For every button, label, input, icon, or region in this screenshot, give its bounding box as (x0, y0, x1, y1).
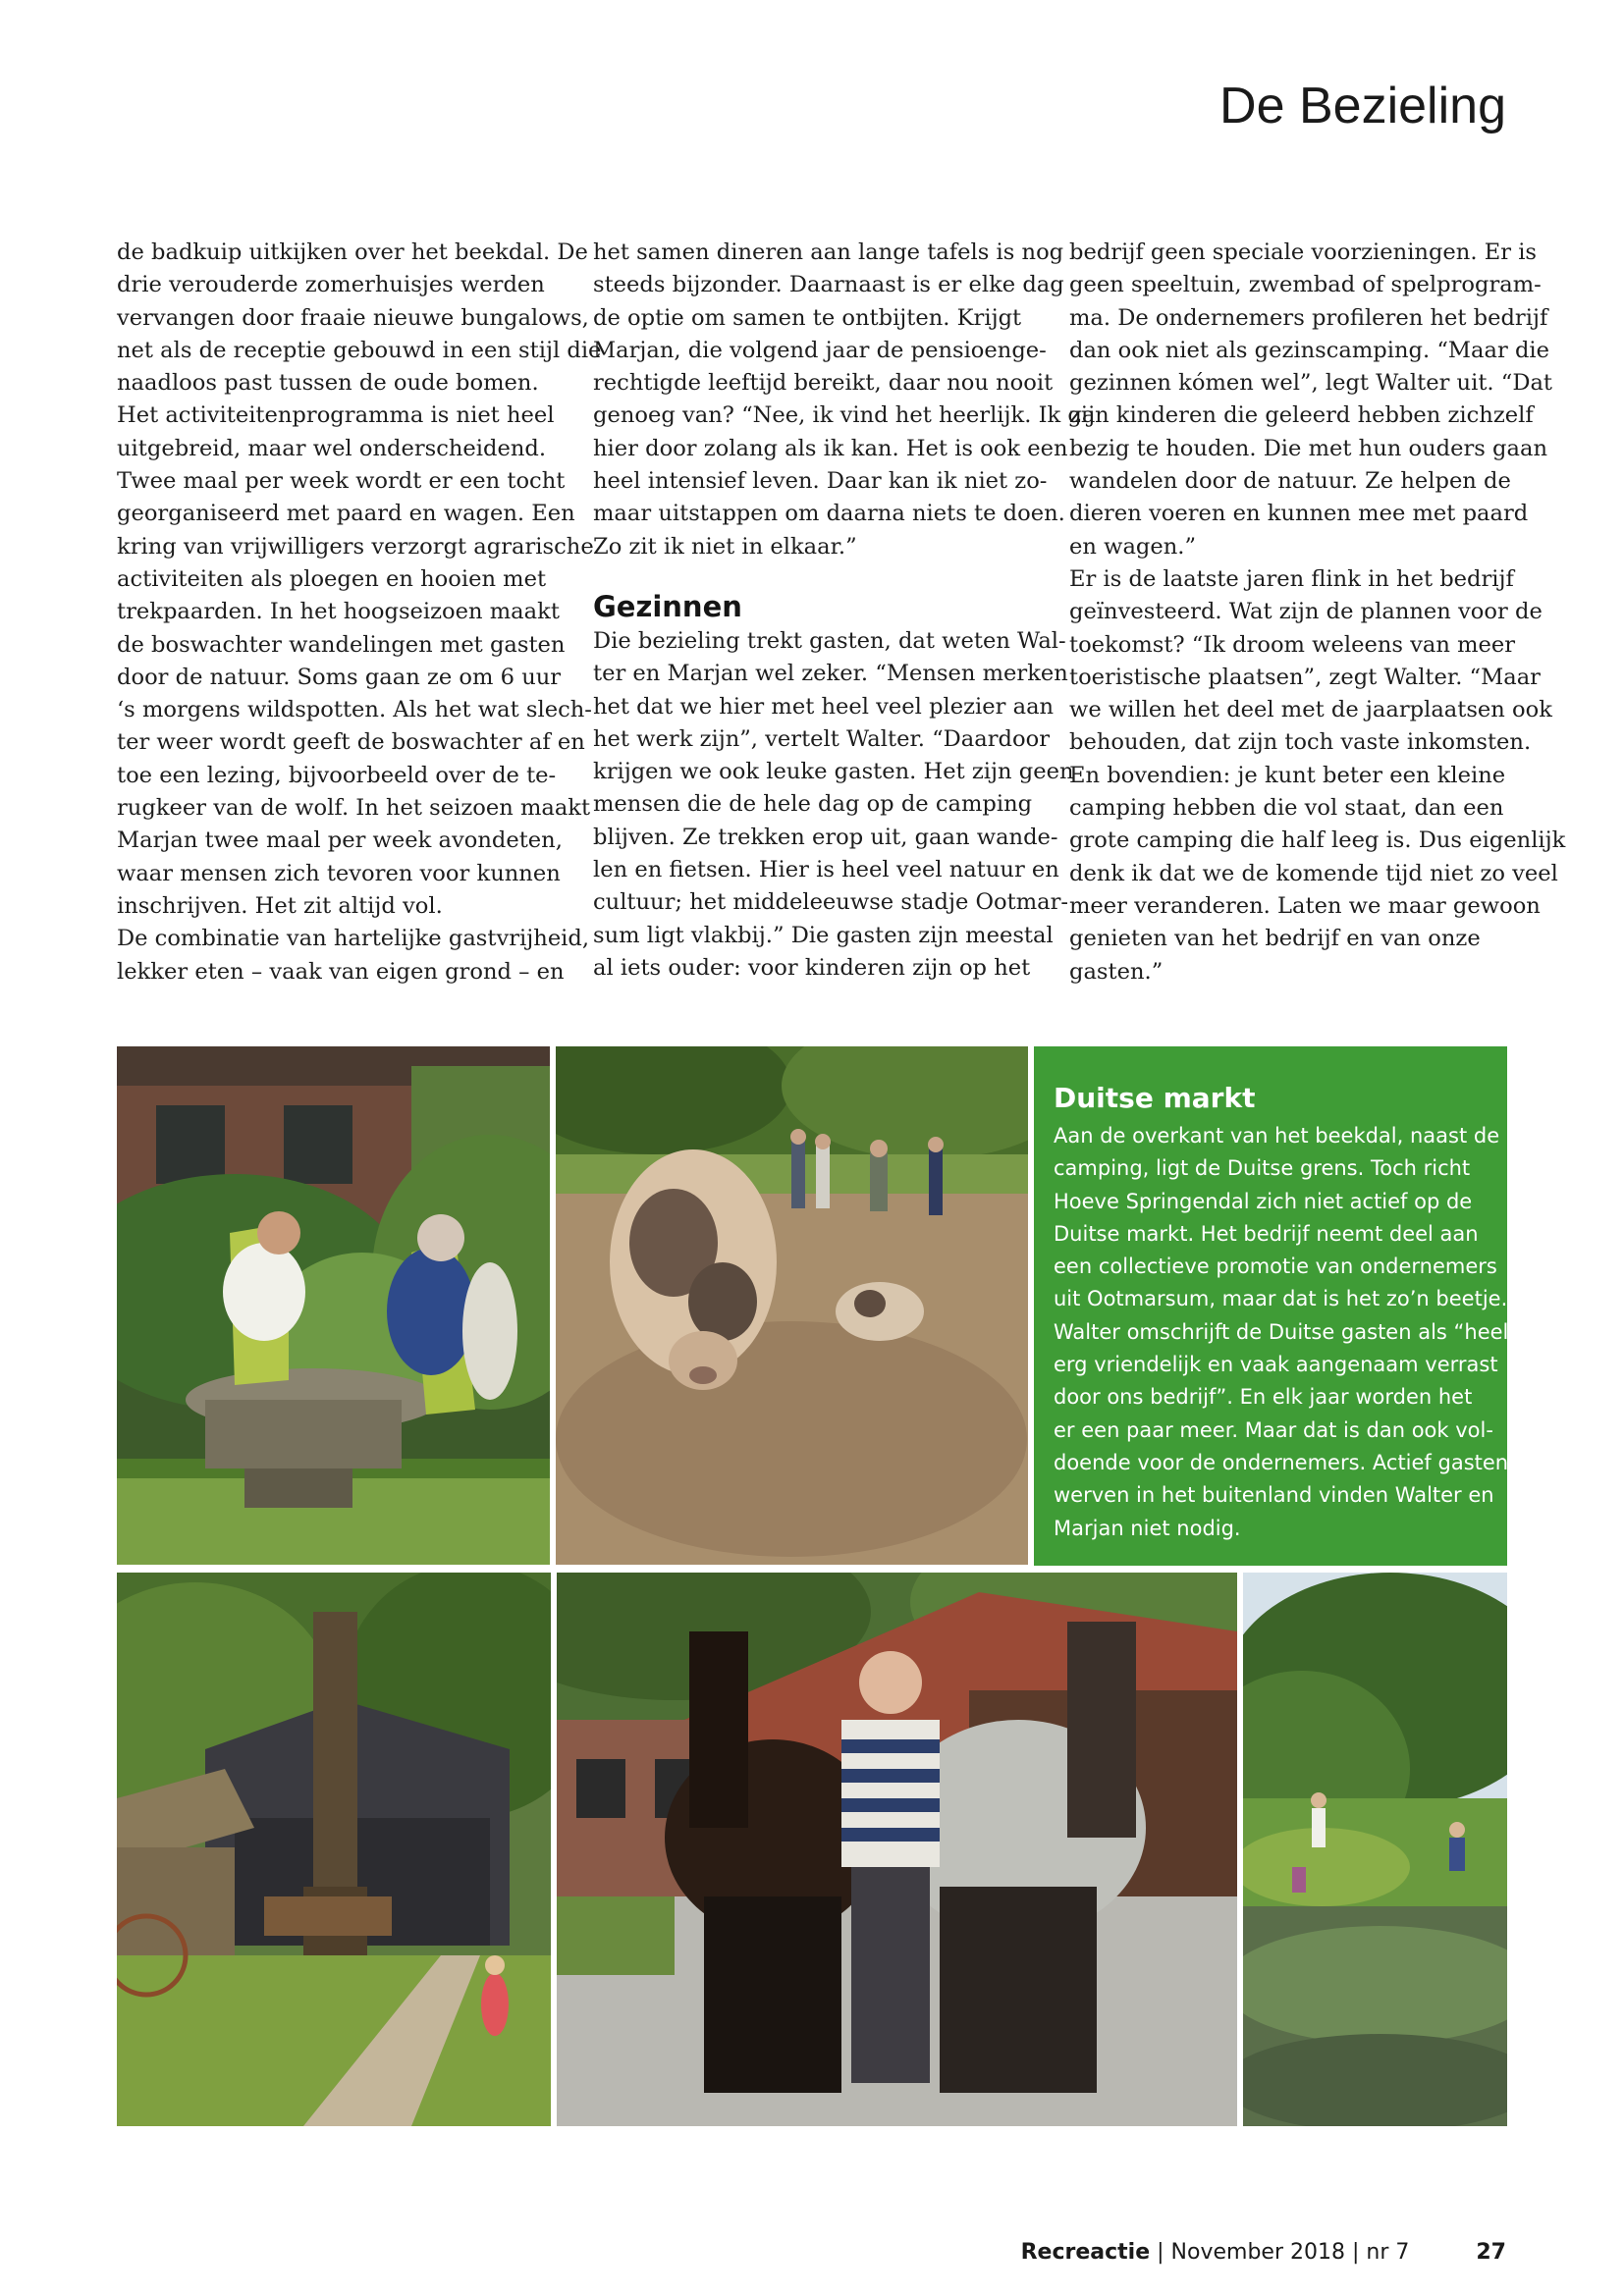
section-title: De Bezieling (1219, 78, 1506, 134)
text-line: de badkuip uitkijken over het beekdal. De (117, 240, 588, 265)
footer-issue-date: November 2018 (1170, 2240, 1345, 2265)
text-line: Hoeve Springendal zich niet actief op de (1054, 1189, 1473, 1213)
sidebar-duitse-markt (1034, 1046, 1507, 1566)
photo-horses-man (557, 1573, 1237, 2126)
photo-pigs (556, 1046, 1028, 1565)
text-line: Marjan twee maal per week avondeten, (117, 828, 563, 854)
text-line: lekker eten – vaak van eigen grond – en (117, 958, 565, 985)
text-line: inschrijven. Het zit altijd vol. (117, 892, 443, 919)
column-2-bottom (593, 625, 1074, 985)
text-line: het dat we hier met heel veel plezier aan (593, 693, 1055, 720)
text-line: activiteiten als ploegen en hooien met (117, 565, 547, 592)
text-line: trekpaarden. In het hoogseizoen maakt (117, 599, 560, 625)
photo-horses-man-image (557, 1573, 1237, 2126)
text-line: camping, ligt de Duitse grens. Toch richt (1054, 1156, 1471, 1181)
text-line: gasten.” (1069, 958, 1164, 985)
text-line: ter weer wordt geeft de boswachter af en (117, 729, 585, 756)
photo-garden-couple (117, 1046, 550, 1565)
text-line: waar mensen zich tevoren voor kunnen (117, 860, 561, 886)
text-line: Aan de overkant van het beekdal, naast de (1054, 1124, 1500, 1148)
text-line: dieren voeren en kunnen mee met paard (1069, 501, 1529, 527)
subheading: Gezinnen (593, 589, 742, 623)
text-line: toekomst? “Ik droom weleens van meer (1069, 631, 1516, 658)
photo-farm-tree (117, 1573, 551, 2126)
text-line: kring van vrijwilligers verzorgt agrarische (117, 533, 594, 560)
text-line: mensen die de hele dag op de camping (593, 791, 1033, 818)
footer-issue-number: nr 7 (1366, 2240, 1410, 2265)
text-line: bedrijf geen speciale voorzieningen. Er is (1069, 240, 1538, 265)
text-line: er een paar meer. Maar dat is dan ook vol- (1054, 1417, 1493, 1442)
text-line: gezinnen kómen wel”, legt Walter uit. “Dat (1069, 370, 1552, 397)
text-line: door ons bedrijf”. En elk jaar worden het (1054, 1385, 1473, 1410)
footer-separator: | (1150, 2240, 1171, 2265)
text-line: Zo zit ik niet in elkaar.” (593, 533, 857, 560)
text-line: behouden, dat zijn toch vaste inkomsten. (1069, 729, 1532, 756)
text-line: meer veranderen. Laten we maar gewoon (1069, 892, 1541, 919)
text-line: geïnvesteerd. Wat zijn de plannen voor de (1069, 599, 1543, 625)
photo-garden-couple-image (117, 1046, 550, 1565)
text-line: door de natuur. Soms gaan ze om 6 uur (117, 664, 562, 690)
text-line: Walter omschrijft de Duitse gasten als “heel (1054, 1319, 1509, 1344)
column-2-top (593, 237, 1096, 563)
text-line: ma. De ondernemers profileren het bedrijf (1069, 304, 1548, 331)
text-line: toeristische plaatsen”, zegt Walter. “Maar (1069, 664, 1541, 690)
text-line: blijven. Ze trekken erop uit, gaan wande- (593, 824, 1058, 850)
sidebar-body (1054, 1120, 1509, 1545)
text-line: drie verouderde zomerhuisjes werden (117, 272, 545, 298)
text-line: denk ik dat we de komende tijd niet zo veel (1069, 860, 1558, 886)
text-line: uitgebreid, maar wel onderscheidend. (117, 435, 547, 461)
text-line: Marjan niet nodig. (1054, 1516, 1241, 1540)
text-line: ‘s morgens wildspotten. Als het wat slech- (117, 697, 592, 723)
text-line: Duitse markt. Het bedrijf neemt deel aan (1054, 1221, 1479, 1246)
photo-pond-children (1243, 1573, 1507, 2126)
text-line: bezig te houden. Die met hun ouders gaan (1069, 435, 1548, 461)
text-line: De combinatie van hartelijke gastvrijheid, (117, 926, 590, 952)
text-line: steeds bijzonder. Daarnaast is er elke dag (593, 272, 1064, 298)
text-line: En bovendien: je kunt beter een kleine (1069, 762, 1506, 788)
text-line: Die bezieling trekt gasten, dat weten Wal- (593, 627, 1066, 654)
text-line: rechtigde leeftijd bereikt, daar nou nooit (593, 370, 1054, 397)
text-line: Twee maal per week wordt er een tocht (117, 468, 566, 495)
text-line: georganiseerd met paard en wagen. Een (117, 501, 575, 527)
footer-separator: | (1344, 2240, 1367, 2265)
photo-pigs-image (556, 1046, 1028, 1565)
text-line: toe een lezing, bijvoorbeeld over de te- (117, 762, 557, 788)
text-line: rugkeer van de wolf. In het seizoen maakt (117, 795, 591, 822)
text-line: zijn kinderen die geleerd hebben zichzelf (1069, 402, 1534, 429)
text-line: geen speeltuin, zwembad of spelprogram- (1069, 272, 1542, 298)
text-line: heel intensief leven. Daar kan ik niet zo- (593, 468, 1048, 495)
article-column-1 (117, 237, 602, 988)
text-line: werven in het buitenland vinden Walter en (1054, 1483, 1494, 1508)
text-line: erg vriendelijk en vaak aangenaam verrast (1054, 1353, 1498, 1377)
text-line: we willen het deel met de jaarplaatsen ook (1069, 697, 1552, 723)
footer-magazine: Recreactie (1020, 2240, 1151, 2265)
text-line: genieten van het bedrijf en van onze (1069, 926, 1481, 952)
text-line: en wagen.” (1069, 533, 1197, 560)
text-line: uit Ootmarsum, maar dat is het zo’n beetje. (1054, 1287, 1508, 1311)
text-line: Het activiteitenprogramma is niet heel (117, 402, 555, 429)
text-line: een collectieve promotie van ondernemers (1054, 1255, 1497, 1279)
page-number: 27 (1476, 2240, 1506, 2265)
text-line: de boswachter wandelingen met gasten (117, 631, 566, 658)
text-line: vervangen door fraaie nieuwe bungalows, (117, 304, 589, 331)
text-line: het samen dineren aan lange tafels is nog (593, 240, 1064, 265)
text-line: naadloos past tussen de oude bomen. (117, 370, 539, 397)
text-line: net als de receptie gebouwd in een stijl die (117, 337, 602, 363)
text-line: len en fietsen. Hier is heel veel natuur en (593, 857, 1059, 883)
text-line: dan ook niet als gezinscamping. “Maar die (1069, 337, 1550, 363)
article-column-2 (593, 237, 1096, 985)
text-line: de optie om samen te ontbijten. Krijgt (593, 304, 1022, 331)
text-line: Marjan, die volgend jaar de pensioenge- (593, 337, 1047, 363)
text-line: cultuur; het middeleeuwse stadje Ootmar- (593, 889, 1069, 916)
footer (1021, 2240, 1506, 2265)
text-line: ter en Marjan wel zeker. “Mensen merken (593, 661, 1068, 687)
text-line: sum ligt vlakbij.” Die gasten zijn meestal (593, 922, 1054, 948)
text-line: grote camping die half leeg is. Dus eigenlijk (1069, 828, 1566, 854)
text-line: maar uitstappen om daarna niets te doen. (593, 501, 1065, 527)
article-column-3 (1069, 237, 1566, 988)
text-line: al iets ouder: voor kinderen zijn op het (593, 954, 1031, 981)
text-line: genoeg van? “Nee, ik vind het heerlijk. Ik ga (593, 402, 1096, 429)
text-line: het werk zijn”, vertelt Walter. “Daardoor (593, 725, 1051, 752)
photo-pond-children-image (1243, 1573, 1507, 2126)
text-line: Er is de laatste jaren flink in het bedrijf (1069, 565, 1514, 592)
text-line: camping hebben die vol staat, dan een (1069, 795, 1504, 822)
text-line: doende voor de ondernemers. Actief gasten (1054, 1450, 1509, 1474)
text-line: hier door zolang als ik kan. Het is ook een (593, 435, 1068, 461)
text-line: wandelen door de natuur. Ze helpen de (1069, 468, 1511, 495)
photo-farm-tree-image (117, 1573, 551, 2126)
sidebar-title: Duitse markt (1054, 1082, 1256, 1114)
text-line: krijgen we ook leuke gasten. Het zijn geen (593, 759, 1074, 785)
